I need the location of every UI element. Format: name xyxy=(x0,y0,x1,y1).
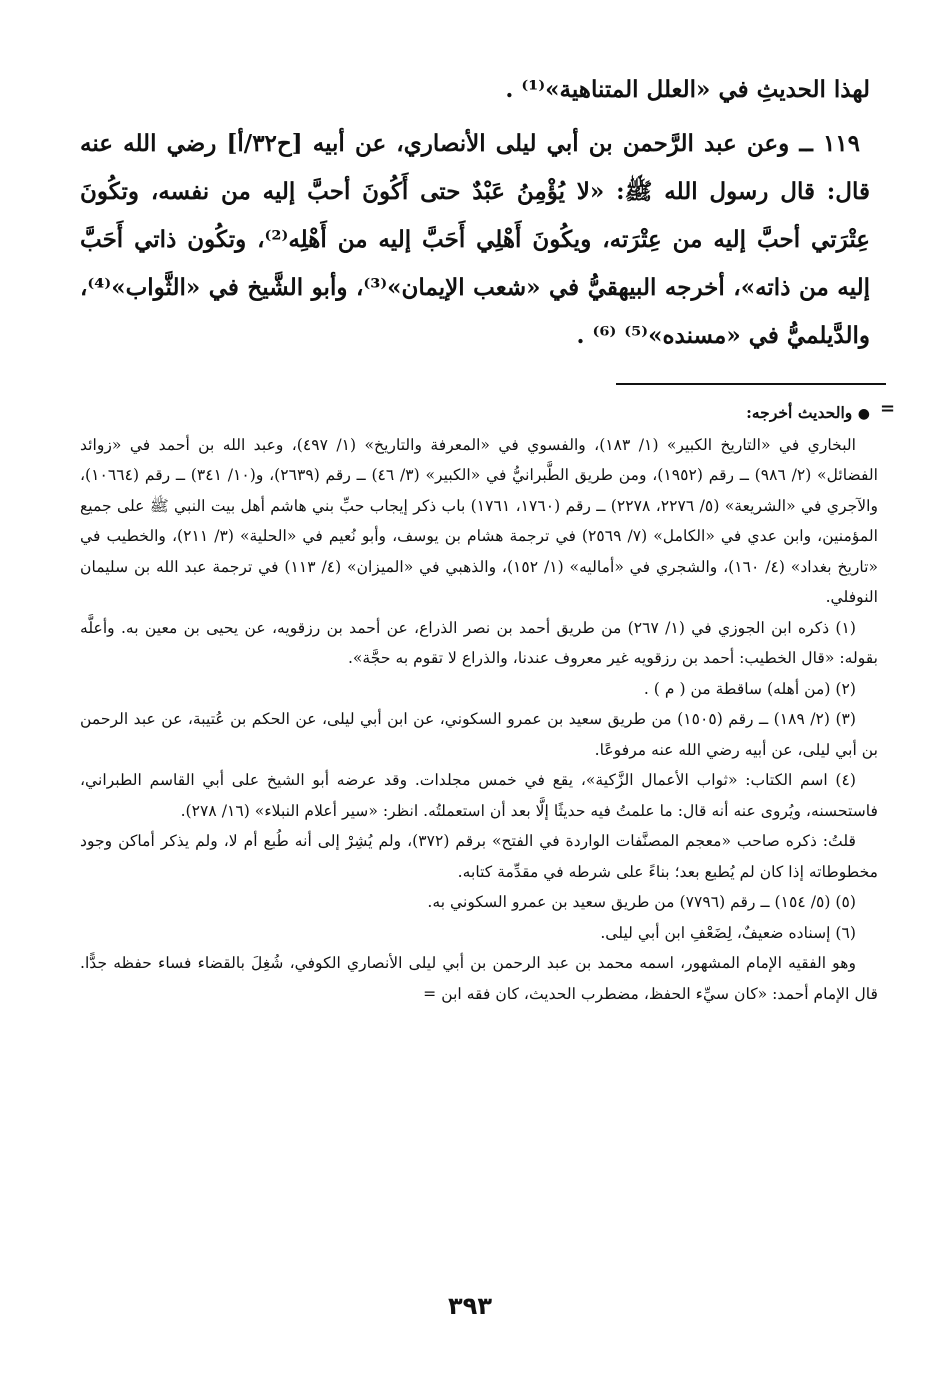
footnote-separator xyxy=(616,383,886,385)
bullet-icon: ● xyxy=(857,406,870,422)
footnote-5: (٥) (٥/ ١٥٤) ــ رقم (٧٧٩٦) من طريق سعيد بن عمرو السكوني به. xyxy=(427,893,856,911)
footnote-6: (٦) إسناده ضعيفٌ، لِضَعْفِ ابن أبي ليلى. xyxy=(600,923,856,942)
footnote-1: (١) ذكره ابن الجوزي في (١/ ٢٦٧) من طريق أحمد بن نصر الذراع، عن أحمد بن رزقويه، عن يحيى بن معين به. وأعلَّه بقوله: «قال الخطيب: أحمد بن رزقويه غير معروف عندنا، والذراع لا تقوم به حجَّة». xyxy=(80,618,878,667)
footnote-4-note: قلتُ: ذكره صاحب «معجم المصنَّفات الواردة في الفتح» برقم (٣٧٢)، ولم يُشِرْ إلى أنه طُبع أم لا، ولم يذكر أماكن وجود مخطوطاته إذا كان لم يُطبع بعد؛ بناءً على شرطه في مقدِّمة كتابه. xyxy=(80,832,878,881)
footnote-2: (٢) (من أهله) ساقطة من ( م ) . xyxy=(643,679,856,698)
hadith-119: ١١٩ ــ وعن عبد الرَّحمن بن أبي ليلى الأنصاري، عن أبيه [ح٣٢/أ] رضي الله عنه قال: قال رسول الله ﷺ: «لا يُؤْمِنُ عَبْدٌ حتى أَكُونَ أحبَّ إليه من نفسه، وتكُونَ عِتْرَتي أحبَّ إليه من عِتْرَته، ويكُونَ أَهْلِي أَحَبَّ إليه من أَهْلِه⁽²⁾، وتكُون ذاتي أَحَبَّ إليه من ذاته»، أخرجه البيهقيُّ في «شعب الإيمان»⁽³⁾، وأبو الشَّيخ في «الثَّواب»⁽⁴⁾، والدَّيلميُّ في «مسنده»⁽⁵⁾ ⁽⁶⁾ . xyxy=(80,130,870,349)
main-text xyxy=(80,66,870,360)
page-number: ٣٩٣ xyxy=(448,1292,492,1320)
footnote-3: (٣) (٢/ ١٨٩) ــ رقم (١٥٠٥) من طريق سعيد بن عمرو السكوني، عن ابن أبي ليلى، عن الحكم بن عُتيبة، عن عبد الرحمن بن أبي ليلى، عن أبيه رضي الله عنه مرفوعًا. xyxy=(80,710,878,759)
continuation-mark: = xyxy=(880,398,896,419)
takhrij-body: البخاري في «التاريخ الكبير» (١/ ١٨٣)، والفسوي في «المعرفة والتاريخ» (١/ ٤٩٧)، وعبد الله بن أحمد في «زوائد الفضائل» (٢/ ٩٨٦) ــ رقم (١٩٥٢)، ومن طريق الطَّبرانيُّ في «الكبير» (٣/ ٤٦) ــ رقم (٢٦٣٩)، و(١٠/ ٣٤١) ــ رقم (١٠٦٦٤)، والآجري في «الشريعة» (٥/ ٢٢٧٦، ٢٢٧٨) ــ رقم (١٧٦٠، ١٧٦١) باب ذكر إيجاب حبِّ بني هاشم أهل بيت النبي ﷺ على جميع المؤمنين، وابن عدي في «الكامل» (٧/ ٢٥٦٩) في ترجمة هشام بن يوسف، وأبو نُعيم في «الحلية» (٣/ ٢١١)، والخطيب في «تاريخ بغداد» (٤/ ١٦٠)، والشجري في «أماليه» (١/ ١٥٢)، والذهبي في «الميزان» (٤/ ١١٣) في ترجمة عبد الله بن سليمان النوفلي. xyxy=(80,435,879,606)
footnote-6-note: وهو الفقيه الإمام المشهور، اسمه محمد بن عبد الرحمن بن أبي ليلى الأنصاري الكوفي، شُغِلَ بالقضاء فساء حفظه جدًّا. قال الإمام أحمد: «كان سيِّء الحفظ، مضطرب الحديث، كان فقه ابن = xyxy=(80,954,878,1003)
continued-line: لهذا الحديثِ في «العلل المتناهية»⁽¹⁾ . xyxy=(505,76,870,103)
footnotes xyxy=(80,398,878,1009)
takhrij-heading-line xyxy=(80,398,878,430)
footnote-4: (٤) اسم الكتاب: «ثواب الأعمال الزَّكية»، يقع في خمس مجلدات. وقد عرضه أبو الشيخ على أبي القاسم الطبراني، فاستحسنه، ويُروى عنه أنه قال: ما علمتُ فيه حديثًا إلَّا بعد أن استعملتُه. انظر: «سير أعلام النبلاء» (١٦/ ٢٧٨). xyxy=(80,771,878,820)
takhrij-heading: والحديث أخرجه: xyxy=(746,403,853,422)
